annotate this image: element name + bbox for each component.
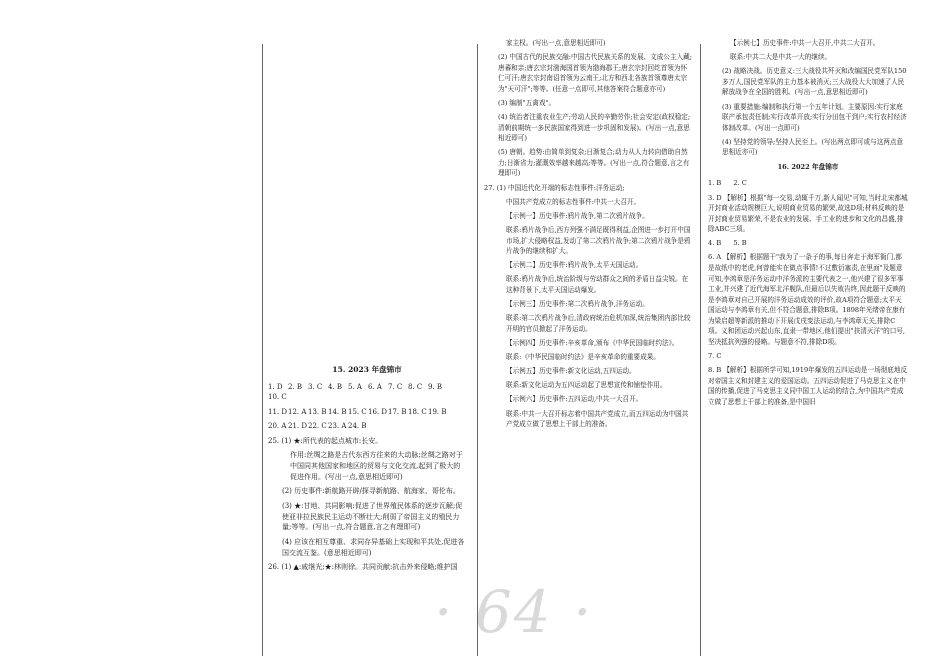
answer-paragraph: 联系:第二次鸦片战争后,清政府统治危机加深,统治集团内部比较开明的官员掀起了洋务运动。 (506, 314, 691, 333)
answer-paragraph: 【示例一】历史事件:鸦片战争,第二次鸦片战争。 (506, 211, 649, 220)
answer-paragraph: 3. D 【解析】根据"每一交易,动辄千万,新人闻见"可知,当时北宋都城开封商业活动规模巨大,说明商业贸易的繁荣,故选D项;材料反映的是开封商业贸易繁荣,不是农业的发展、手工业的进步和文化的昌盛,排除ABC三项。 (708, 193, 908, 234)
answer-row: 4. B 5. B (708, 239, 747, 248)
section-title-2023: 15. 2023 年盘锦市 (332, 365, 402, 374)
answer-row: 1. B 2. C (708, 179, 747, 188)
answer-paragraph: 【示例六】历史事件:五四运动,中共一大召开。 (506, 395, 643, 404)
answer-row: 7. C (708, 351, 722, 360)
answer-paragraph: 25. (1) ★:所代表的起点城市:长安。 (268, 436, 383, 445)
answer-paragraph: 联系:鸦片战争后,统治阶级与劳动群众之间的矛盾日益尖锐。在这种背景下,太平天国运动爆发。 (506, 275, 689, 294)
answer-column-1 (268, 38, 466, 577)
answer-paragraph: 【示例七】历史事件:中共一大召开,中共二大召开。 (730, 39, 880, 47)
answer-paragraph: (3) 编制"五禽戏"。 (498, 98, 556, 107)
answer-paragraph: (2) 历史事件:新航路开辟/探寻新航路、航海家、哥伦布。 (282, 487, 460, 496)
section-title-2022: 16. 2022 年盘锦市 (777, 162, 839, 171)
answer-row: 11. D 12. A 13. B 14. B 15. C 16. D 17. B 18. C 19. B (268, 407, 447, 416)
answer-row: 1. D 2. B 3. C 4. B 5. A 6. A 7. C 8. C 9. B 10. C (268, 382, 443, 402)
answer-paragraph: 【示例四】历史事件:辛亥革命,颁布《中华民国临时约法》。 (506, 338, 679, 347)
column-divider-left (262, 44, 263, 656)
answer-paragraph: (3) 重要措施:编制和执行第一个五年计划。主要原因:实行家庭联产承包责任制;实行改革开放;实行分田包干到户;实行农村经济体制改革。(写出一点即可) (722, 102, 907, 132)
answer-paragraph: (4) 坚持党的领导;坚持人民至上。(写出两点即可或与这两点意思相近亦可) (722, 137, 904, 157)
answer-paragraph: (4) 应该在相互尊重、求同存异基础上实现和平共处,促进各国交流互鉴。(意思相近即可) (282, 537, 465, 557)
answer-paragraph: 【示例三】历史事件:第二次鸦片战争,洋务运动。 (506, 300, 649, 309)
answer-paragraph: (3) ★:甘地、共同影响:促进了世界殖民体系的逐步瓦解;促使亚非拉民族民主运动不断壮大;削弱了帝国主义的殖民力量;等等。(写出一点,符合题意,言之有理即可) (282, 501, 463, 532)
answer-paragraph: 联系:中共一大召开标志着中国共产党成立,而五四运动为中国共产党成立做了思想上干部上的准备。 (506, 409, 689, 429)
blank-area (268, 38, 466, 360)
answer-paragraph: 作用:丝绸之路是古代东西方往来的大动脉;丝绸之路对于中国同其他国家和地区的贸易与文化交流,起到了极大的促进作用。(写出一点,意思相近即可) (290, 451, 463, 481)
answer-paragraph: (5) 唐朝。趋势:由简单到复杂;日渐复合;动力从人力转向借助自然力;日渐省力;灌溉效率越来越高;等等。(写出一点,符合题意,言之有理即可) (498, 148, 690, 178)
answer-paragraph: 【示例五】历史事件:新文化运动,五四运动。 (506, 367, 636, 376)
answer-paragraph: (4) 统治者注重农业生产;劳动人民的辛勤劳作;社会安定(政权稳定;清朝前期统一多民族国家得到进一步巩固和发展)。(写出一点,意思相近即可) (498, 113, 691, 143)
answer-paragraph: 联系:鸦片战争后,西方列强不满足既得利益,企图进一步打开中国市场,扩大侵略权益,发动了第二次鸦片战争;第二次鸦片战争是鸦片战争的继续和扩大。 (506, 225, 691, 256)
answer-paragraph: 中国共产党成立的标志性事件:中共一大召开。 (506, 197, 641, 206)
answer-paragraph: (2) 中国古代的民族交融:中国古代民族关系的发展、文成公主入藏;唐蕃和亲;唐玄宗封渤海国首领为渤海郡王;唐玄宗封回纥首领为怀仁可汗;唐玄宗封南诏首领为云南王;北方和西北各族首领尊唐太宗为"天可汗";等等。(任意一点即可,其他答案符合题意亦可) (498, 53, 692, 93)
answer-paragraph: (2) 战略决战。历史意义:三大战役共歼灭和改编国民党军队150多万人,国民党军队的主力基本被消灭;三大战役大大加速了人民解放战争在全国的胜利。(写出一点,意思相近即可) (722, 67, 907, 97)
answer-column-2 (484, 38, 692, 433)
answer-paragraph: 【示例二】历史事件:鸦片战争,太平天国运动。 (506, 261, 643, 270)
column-divider-middle (477, 44, 478, 656)
answer-paragraph: 8. B 【解析】根据所学可知,1919年爆发的五四运动是一场彻底地反对帝国主义和封建主义的爱国运动。五四运动促进了马克思主义在中国的传播,促进了马克思主义同中国工人运动的结合,为中国共产党成立做了思想上干部上的准备,是中国旧 (708, 366, 908, 406)
column-divider-right (700, 44, 701, 656)
answer-paragraph: 27. (1) 中国近代化开端的标志性事件:洋务运动; (484, 183, 625, 192)
answer-paragraph: 联系:中共二大是中共一大的继续。 (730, 53, 832, 62)
answer-paragraph: 联系:《中华民国临时约法》是辛亥革命的重要成果。 (506, 352, 660, 361)
answer-paragraph: 26. (1) ▲:戚继光;★:林则徐。共同贡献:抗击外来侵略;维护国 (268, 563, 458, 572)
answer-row: 20. A 21. D 22. C 23. A 24. B (268, 422, 367, 431)
answer-column-3 (708, 38, 908, 411)
page-number: · 64 · (434, 578, 594, 646)
answer-paragraph: 6. A 【解析】根据题干"我为了一条子的事,每日奔走于海军衙门,都是故纸中的老虎,何曾能实在做点事情!不过敷衍塞责,在里面"及题意可知,李鸿章是洋务运动中洋务派的主要代表之一,他兴建了很多军事工业,并兴建了近代海军北洋舰队,但最后以失败告终,因此题干反映的是李鸿章对自己开展的洋务运动成效的评价,故A项符合题意;太平天国运动与李鸿章有关,但不符合题意,排除B项。1898年光绪帝在康有为梁启超等新派的推动下开展戊戌变法运动,与李鸿章无关,排除C项。义和团运动兴起山东,直隶一带地区,他们提出"扶清灭洋"的口号,坚决抵抗列强的侵略。与题意不符,排除D项。 (708, 253, 906, 346)
answer-paragraph: 联系:新文化运动为五四运动起了思想宣传和铺垫作用。 (506, 381, 667, 390)
answer-paragraph: 家主权。(写出一点,意思相近即可) (506, 39, 606, 47)
